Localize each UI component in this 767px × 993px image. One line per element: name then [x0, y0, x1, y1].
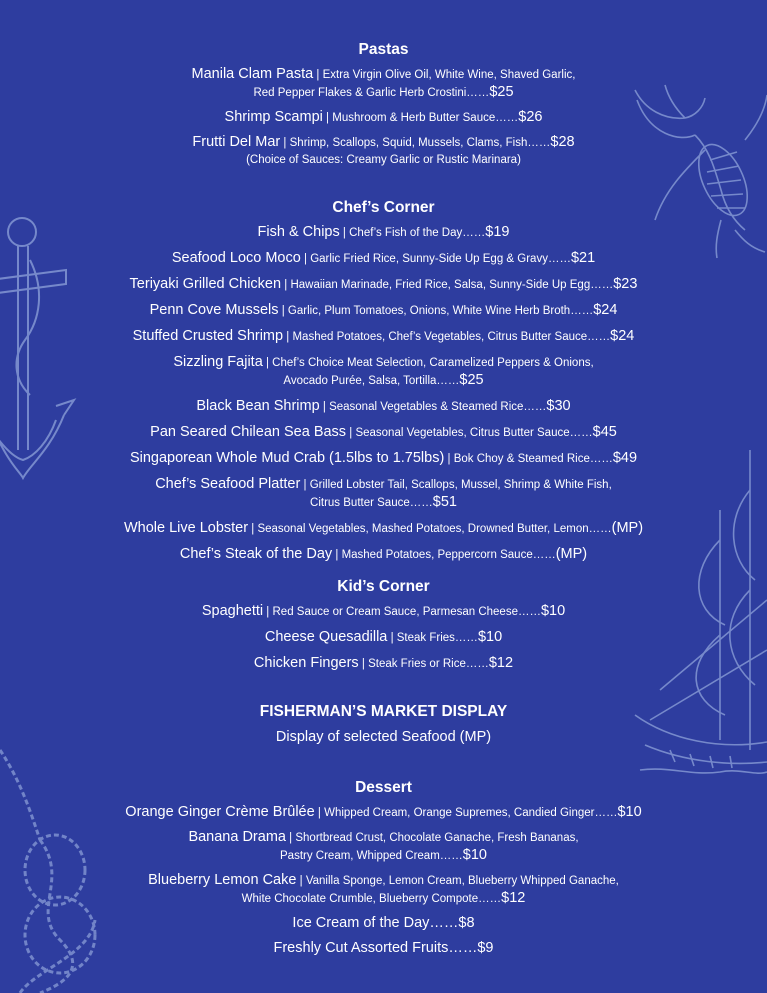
item-name: Black Bean Shrimp — [196, 398, 320, 414]
market-description: Display of selected Seafood (MP) — [275, 729, 492, 745]
item-separator: | — [319, 401, 330, 413]
item-separator: | — [313, 69, 323, 81]
menu-item — [0, 397, 767, 416]
item-description: Vanilla Sponge, Lemon Cream, Blueberry Whipped Ganache, — [305, 875, 619, 887]
item-name: Sizzling Fajita — [173, 354, 263, 370]
item-description: Whipped Cream, Orange Supremes, Candied Ginger…… — [324, 807, 618, 819]
menu-item — [0, 249, 767, 268]
item-separator: | — [278, 305, 288, 317]
menu-item — [0, 871, 767, 908]
item-name: Penn Cove Mussels — [149, 302, 279, 318]
item-separator: | — [296, 875, 306, 887]
item-price: $24 — [610, 328, 635, 344]
item-name: Chef’s Steak of the Day — [179, 546, 333, 562]
item-separator: | — [263, 606, 273, 618]
item-price: (MP) — [611, 520, 644, 536]
item-separator: | — [339, 227, 350, 239]
item-name: Teriyaki Grilled Chicken — [129, 276, 282, 292]
section-kids-corner — [0, 577, 767, 673]
item-name: Seafood Loco Moco — [171, 250, 301, 266]
item-description: Mushroom & Herb Butter Sauce…… — [332, 112, 519, 124]
item-price: $19 — [485, 224, 510, 240]
item-description: Shrimp, Scallops, Squid, Mussels, Clams, Fish…… — [289, 137, 551, 149]
item-separator: | — [285, 832, 296, 844]
item-separator: | — [332, 549, 342, 561]
menu-item — [0, 628, 767, 647]
item-separator: | — [387, 632, 397, 644]
menu-item — [0, 449, 767, 468]
menu-item — [0, 939, 767, 957]
item-description: Bok Choy & Steamed Rice…… — [453, 453, 613, 465]
item-price: $21 — [570, 250, 596, 266]
item-description: Mashed Potatoes, Peppercorn Sauce…… — [341, 549, 556, 561]
section-title: Dessert — [355, 779, 412, 796]
item-description: Chef’s Fish of the Day…… — [349, 227, 486, 239]
item-separator: | — [444, 453, 454, 465]
item-description: White Chocolate Crumble, Blueberry Compote…… — [241, 893, 502, 905]
section-title: FISHERMAN’S MARKET DISPLAY — [259, 703, 508, 720]
item-price: $45 — [592, 424, 617, 440]
item-price: $26 — [518, 109, 543, 125]
section-pastas — [0, 40, 767, 169]
item-name: Frutti Del Mar — [192, 134, 281, 150]
item-name: Stuffed Crusted Shrimp — [132, 328, 284, 344]
item-description: Seasonal Vegetables & Steamed Rice…… — [329, 401, 547, 413]
item-separator: | — [281, 279, 291, 291]
item-name: Spaghetti — [201, 603, 264, 619]
item-name: Fish & Chips — [257, 224, 340, 240]
item-description: Seasonal Vegetables, Citrus Butter Sauce…… — [355, 427, 593, 439]
item-description: Red Pepper Flakes & Garlic Herb Crostini…… — [253, 87, 490, 99]
menu-item — [0, 828, 767, 865]
item-separator: | — [300, 253, 311, 265]
item-price: $10 — [462, 847, 487, 863]
menu-item — [0, 545, 767, 564]
menu-item — [0, 423, 767, 442]
menu-item — [0, 475, 767, 512]
item-name: Cheese Quesadilla — [264, 629, 388, 645]
item-name: Chicken Fingers — [253, 655, 359, 671]
item-separator: | — [280, 137, 290, 149]
item-separator: | — [314, 807, 325, 819]
item-name: Freshly Cut Assorted Fruits…… — [273, 940, 478, 956]
item-price: (MP) — [555, 546, 588, 562]
item-name: Pan Seared Chilean Sea Bass — [150, 424, 347, 440]
item-separator: | — [262, 357, 273, 369]
item-description: Garlic, Plum Tomatoes, Onions, White Wine Herb Broth…… — [287, 305, 594, 317]
item-name: Singaporean Whole Mud Crab (1.5lbs to 1.75lbs) — [129, 450, 445, 466]
item-price: $25 — [459, 372, 484, 388]
item-description: Pastry Cream, Whipped Cream…… — [280, 850, 463, 862]
item-description: Red Sauce or Cream Sauce, Parmesan Cheese…… — [272, 606, 541, 618]
item-separator: | — [248, 523, 258, 535]
section-market-display — [0, 702, 767, 746]
item-description: Steak Fries or Rice…… — [368, 658, 489, 670]
item-description: Garlic Fried Rice, Sunny-Side Up Egg & Gravy…… — [310, 253, 571, 265]
menu-item — [0, 353, 767, 390]
item-price: $49 — [612, 450, 638, 466]
item-price: $9 — [477, 940, 494, 956]
section-title: Chef’s Corner — [332, 199, 435, 216]
menu-item — [0, 803, 767, 822]
item-description: Citrus Butter Sauce…… — [310, 497, 433, 509]
item-name: Manila Clam Pasta — [191, 66, 314, 82]
item-note: (Choice of Sauces: Creamy Garlic or Rustic Marinara) — [246, 154, 521, 166]
item-name: Ice Cream of the Day…… — [292, 915, 459, 931]
item-separator: | — [358, 658, 369, 670]
item-description: Extra Virgin Olive Oil, White Wine, Shaved Garlic, — [322, 69, 576, 81]
section-dessert — [0, 778, 767, 957]
menu-item — [0, 301, 767, 320]
item-name: Banana Drama — [188, 829, 286, 845]
item-description: Steak Fries…… — [396, 632, 478, 644]
menu-item — [0, 654, 767, 673]
item-separator: | — [283, 331, 293, 343]
item-price: $12 — [488, 655, 514, 671]
item-price: $10 — [617, 804, 642, 820]
section-title: Pastas — [358, 41, 409, 58]
item-description: Chef’s Choice Meat Selection, Caramelized Peppers & Onions, — [272, 357, 594, 369]
item-name: Whole Live Lobster — [123, 520, 249, 536]
menu-item — [0, 519, 767, 538]
item-separator: | — [300, 479, 310, 491]
item-separator: | — [346, 427, 356, 439]
item-description: Avocado Purée, Salsa, Tortilla…… — [283, 375, 460, 387]
menu-item — [0, 223, 767, 242]
section-title: Kid’s Corner — [337, 578, 430, 595]
item-price: $24 — [593, 302, 618, 318]
item-name: Orange Ginger Crème Brûlée — [125, 804, 315, 820]
item-price: $25 — [489, 84, 514, 100]
item-description: Hawaiian Marinade, Fried Rice, Salsa, Sunny-Side Up Egg…… — [290, 279, 614, 291]
item-description: Seasonal Vegetables, Mashed Potatoes, Drowned Butter, Lemon…… — [257, 523, 612, 535]
item-name: Shrimp Scampi — [224, 109, 323, 125]
item-description: Grilled Lobster Tail, Scallops, Mussel, Shrimp & White Fish, — [309, 479, 612, 491]
section-chefs-corner — [0, 198, 767, 564]
item-price: $12 — [501, 890, 526, 906]
item-description: Shortbread Crust, Chocolate Ganache, Fresh Bananas, — [295, 832, 579, 844]
item-name: Blueberry Lemon Cake — [148, 872, 297, 888]
menu-item — [0, 133, 767, 169]
menu-item — [0, 914, 767, 932]
item-price: $23 — [613, 276, 638, 292]
item-price: $10 — [477, 629, 503, 645]
item-name: Chef’s Seafood Platter — [155, 476, 301, 492]
item-description: Mashed Potatoes, Chef’s Vegetables, Citrus Butter Sauce…… — [292, 331, 611, 343]
item-price: $28 — [550, 134, 575, 150]
item-price: $30 — [546, 398, 571, 414]
menu-item — [0, 65, 767, 102]
menu-item — [0, 275, 767, 294]
menu-item — [0, 108, 767, 127]
item-price: $51 — [432, 494, 457, 510]
item-price: $8 — [458, 915, 475, 931]
item-price: $10 — [540, 603, 566, 619]
menu-item — [0, 602, 767, 621]
item-separator: | — [322, 112, 333, 124]
menu-item — [0, 327, 767, 346]
